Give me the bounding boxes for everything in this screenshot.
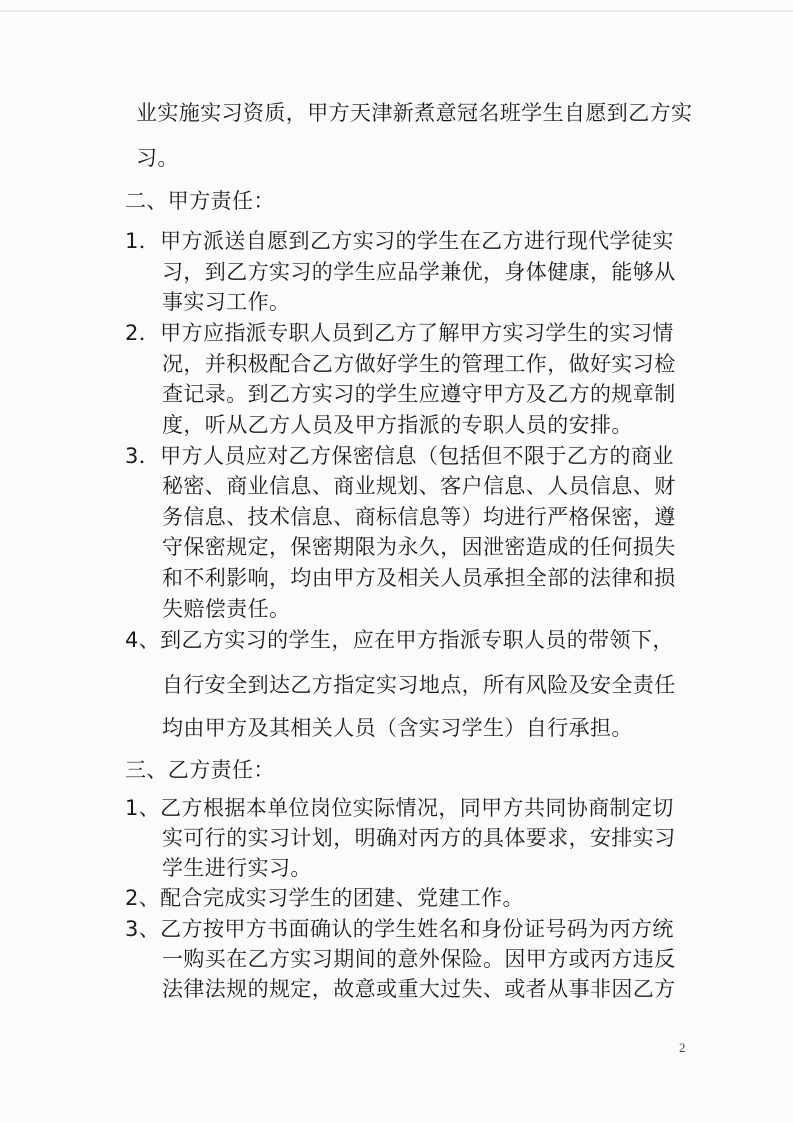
section-heading: 二、甲方责任： [125, 189, 275, 213]
text-line: 1．甲方派送自愿到乙方实习的学生在乙方进行现代学徒实 [125, 229, 674, 253]
text-line: 度，听从乙方人员及甲方指派的专职人员的安排。 [162, 413, 633, 437]
text-line: 况，并积极配合乙方做好学生的管理工作，做好实习检 [162, 352, 676, 376]
text-line: 1、乙方根据本单位岗位实际情况，同甲方共同协商制定切 [125, 796, 674, 820]
text-line: 3．甲方人员应对乙方保密信息（包括但不限于乙方的商业 [125, 444, 674, 468]
text-line: 学生进行实习。 [162, 856, 312, 880]
text-line: 守保密规定，保密期限为永久，因泄密造成的任何损失 [162, 535, 676, 559]
text-line: 业实施实习资质，甲方天津新煮意冠名班学生自愿到乙方实 [136, 101, 693, 125]
text-line: 失赔偿责任。 [162, 597, 291, 621]
text-line: 习，到乙方实习的学生应品学兼优，身体健康，能够从 [162, 260, 676, 284]
text-line: 自行安全到达乙方指定实习地点，所有风险及安全责任 [162, 673, 676, 697]
text-line: 3、乙方按甲方书面确认的学生姓名和身份证号码为丙方统 [125, 917, 674, 941]
page-number: 2 [679, 1040, 686, 1055]
text-line: 查记录。到乙方实习的学生应遵守甲方及乙方的规章制 [162, 382, 676, 406]
text-line: 2．甲方应指派专职人员到乙方了解甲方实习学生的实习情 [125, 321, 674, 345]
text-line: 4、到乙方实习的学生，应在甲方指派专职人员的带领下， [125, 628, 674, 652]
section-heading: 三、乙方责任： [125, 758, 275, 782]
text-line: 和不利影响，均由甲方及相关人员承担全部的法律和损 [162, 566, 676, 590]
text-line: 秘密、商业信息、商业规划、客户信息、人员信息、财 [162, 474, 676, 498]
text-line: 法律法规的规定，故意或重大过失、或者从事非因乙方 [162, 977, 676, 1001]
scan-edge-mark [0, 10, 793, 12]
text-line: 一购买在乙方实习期间的意外保险。因甲方或丙方违反 [162, 947, 676, 971]
text-line: 实可行的实习计划，明确对丙方的具体要求，安排实习 [162, 826, 676, 850]
text-line: 务信息、技术信息、商标信息等）均进行严格保密，遵 [162, 505, 676, 529]
text-line: 2、配合完成实习学生的团建、党建工作。 [125, 886, 524, 910]
text-line: 均由甲方及其相关人员（含实习学生）自行承担。 [162, 716, 633, 740]
text-line: 事实习工作。 [162, 290, 291, 314]
text-line: 习。 [136, 146, 179, 170]
